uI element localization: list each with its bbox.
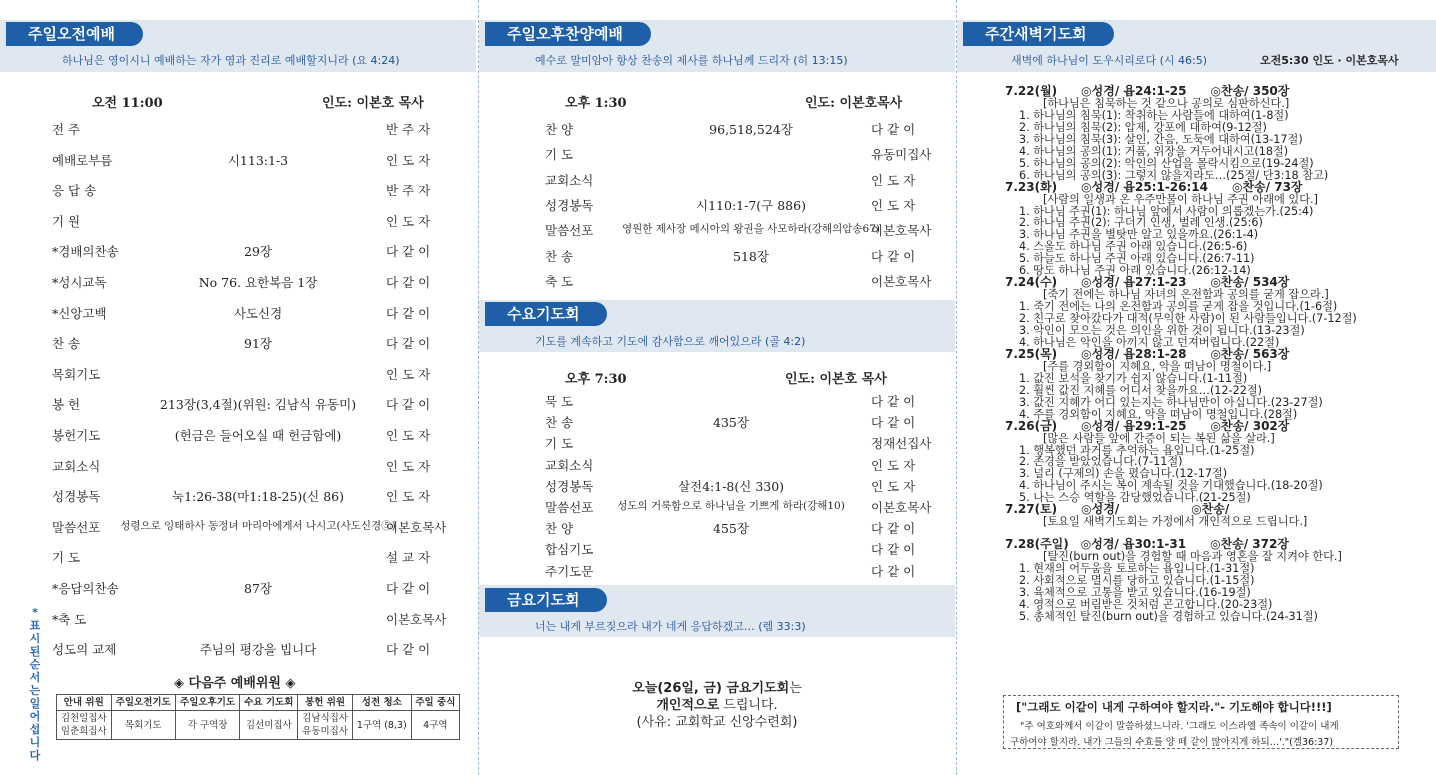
row-content: 87장 [244, 581, 272, 596]
day-item: 3. 널리 (구제의) 손을 폈습니다.(12-17절) [1019, 467, 1228, 481]
service-time: 오전 11:00 [92, 96, 163, 111]
day-item: 5. 나는 스승 역할을 감당했었습니다.(21-25절) [1019, 491, 1251, 505]
row-item: *축 도 [52, 611, 87, 627]
row-item: 기 도 [52, 550, 81, 566]
committee-header-row [57, 695, 460, 711]
day-item: 5. 하나님의 공의(2): 악인의 산업을 몰락시킴으로(19-24절) [1019, 156, 1314, 170]
committee-value-row [57, 711, 460, 740]
row-content: 518장 [733, 248, 769, 264]
row-officiant: 이본호목사 [871, 500, 932, 515]
day-item: 1. 행복했던 과거를 추억하는 욥입니다.(1-25절) [1019, 443, 1255, 457]
row-item: *성시교독 [52, 275, 107, 290]
committee-value: 목회기도 [111, 711, 175, 740]
service-leader: 인도: 이본호 목사 [785, 372, 887, 387]
notice-emphasis: 오늘(26일, 금) 금요기도회 [632, 681, 790, 696]
row-officiant: 다 같 이 [871, 248, 916, 264]
committee-header: 안내 위원 [57, 695, 112, 711]
row-content: 455장 [713, 521, 749, 537]
section-title: 주간새벽기도회 [963, 22, 1114, 46]
committee-value: 1구역 (8,3) [352, 711, 411, 740]
row-officiant: 다 같 이 [871, 394, 916, 409]
middle-column [479, 0, 955, 775]
section-title: 주일오후찬양예배 [485, 22, 651, 46]
row-item: 기 도 [545, 147, 574, 163]
day-item: 2. 훨씬 값진 지혜를 어디서 찾을까요…(12-22절) [1019, 383, 1262, 397]
row-item: 찬 양 [545, 521, 574, 537]
row-officiant: 다 같 이 [386, 336, 431, 352]
day-item: 2. 친구로 찾아갔다가 대적(무익한 사람)이 된 사람들입니다.(7-12절) [1019, 312, 1357, 326]
standing-note: *표시된 순서는 일어섭니다 [29, 606, 41, 762]
notice-text: 는 [789, 681, 802, 696]
row-officiant: 인 도 자 [386, 458, 431, 474]
prayer-quote-box [1003, 695, 1399, 749]
row-officiant: 다 같 이 [871, 415, 916, 431]
day-item: 4. 하나님은 악인을 아끼지 않고 던져버립니다.(22절) [1019, 335, 1280, 349]
row-item: 응 답 송 [52, 183, 97, 199]
sunday-am-column [0, 0, 476, 775]
day-theme: [하나님은 침묵하는 것 같으나 공의로 심판하신다.] [1043, 96, 1290, 110]
row-content: 눅1:26-38(마1:18-25)(신 86) [171, 489, 345, 505]
row-officiant: 다 같 이 [871, 122, 916, 137]
row-item: 교회소식 [545, 457, 594, 473]
committee-header: 봉헌 위원 [298, 695, 353, 711]
day-item: 5. 총체적인 탈진(burn out)을 경험하고 있습니다.(24-31절) [1019, 609, 1318, 623]
row-officiant: 이본호목사 [386, 611, 447, 627]
row-item: 기 도 [545, 436, 574, 452]
row-officiant: 다 같 이 [871, 542, 916, 558]
row-item: *신앙고백 [52, 305, 107, 321]
row-item: 찬 양 [545, 122, 574, 137]
row-officiant: 이본호목사 [386, 519, 447, 535]
day-item: 2. 사회적으로 멸시를 당하고 있습니다.(1-15절) [1019, 573, 1255, 587]
row-item: 찬 송 [545, 415, 574, 431]
day-theme: [토요일 새벽기도회는 가정에서 개인적으로 드립니다.] [1043, 515, 1308, 529]
row-officiant: 다 같 이 [871, 521, 916, 537]
dawn-column [957, 0, 1436, 775]
service-leader: 인도: 이본호 목사 [322, 96, 424, 111]
row-officiant: 다 같 이 [386, 275, 431, 290]
row-content: 사도신경 [233, 305, 283, 321]
dawn-schedule [1005, 86, 1433, 691]
row-item: 말씀선포 [52, 519, 101, 535]
row-item: *응답의찬송 [52, 581, 119, 596]
section-verse: 너는 내게 부르짖으라 내가 네게 응답하겠고… (렘 33:3) [535, 620, 806, 633]
row-content: 29장 [244, 244, 272, 260]
row-item: 성경봉독 [52, 489, 101, 505]
committee-header: 수요 기도회 [240, 695, 298, 711]
section-verse: 기도를 계속하고 기도에 감사함으로 깨어있으라 (골 4:2) [535, 335, 806, 348]
quote-body: "주 여호와께서 이같이 말씀하셨느니라. '그래도 이스라엘 족속이 이같이 내게 [1020, 721, 1339, 732]
day-item: 2. 하나님 주권(2): 구더기 인생, 벌레 인생.(25:6) [1019, 216, 1263, 230]
row-content: 성령으로 잉태하사 동정녀 마리아에게서 나시고(사도신경⑤) [120, 519, 396, 532]
day-item: 2. 존경을 받았었습니다.(7-11절) [1019, 455, 1183, 469]
row-item: 봉헌기도 [52, 428, 101, 443]
row-content: 96,518,524장 [709, 122, 793, 137]
day-item: 6. 땅도 하나님 주권 아래 있습니다.(26:12-14) [1019, 264, 1251, 278]
row-officiant: 정재선집사 [871, 436, 932, 452]
row-officiant: 다 같 이 [386, 581, 431, 596]
day-item: 3. 하나님 주권을 별탓만 알고 있을까요.(26:1-4) [1019, 228, 1259, 242]
day-item: 3. 값진 지혜가 어디 있는지는 하나님만이 아십니다.(23-27절) [1019, 395, 1323, 409]
day-theme: [죽기 전에는 하나님 자녀의 온전함과 공의를 굳게 잡으라.] [1043, 288, 1329, 302]
committee-header: 주일오전기도 [111, 695, 175, 711]
next-week-title: ◈ 다음주 예배위원 ◈ [174, 676, 296, 691]
row-officiant: 인 도 자 [386, 213, 431, 229]
row-officiant: 이본호목사 [871, 273, 932, 289]
day-item: 3. 하나님의 침묵(3): 살인, 간음, 도둑에 대하여(13-17절) [1019, 132, 1303, 146]
committee-header: 주일 중식 [411, 695, 459, 711]
section-verse: 새벽에 하나님이 도우시리로다 (시 46:5) [1011, 54, 1208, 67]
day-heading: 7.26(금) ◎성경/ 욥29:1-25 ◎찬송/ 302장 [1005, 418, 1290, 433]
day-heading: 7.22(월) ◎성경/ 욥24:1-25 ◎찬송/ 350장 [1005, 84, 1290, 98]
day-heading: 7.23(화) ◎성경/ 욥25:1-26:14 ◎찬송/ 73장 [1005, 179, 1303, 194]
day-heading: 7.27(토) ◎성경/ ◎찬송/ [1005, 502, 1230, 517]
row-content: 213장(3,4절)(위원: 김남식 유동미) [159, 397, 357, 413]
row-item: 찬 송 [52, 336, 81, 352]
row-content: 91장 [244, 336, 272, 352]
row-officiant: 인 도 자 [871, 478, 916, 494]
day-item: 4. 하나님이 주시는 복이 계속될 것을 기대했습니다.(18-20절) [1019, 479, 1323, 493]
row-item: 합심기도 [545, 542, 594, 558]
service-time: 오후 1:30 [565, 96, 627, 111]
row-item: 주기도문 [545, 563, 594, 579]
row-item: 말씀선포 [545, 500, 594, 515]
committee-value: 김선미집사 [240, 711, 298, 740]
quote-title: ["그래도 이같이 내게 구하여야 할지라."- 기도해야 합니다!!!] [1016, 700, 1332, 714]
section-title: 주일오전예배 [6, 22, 143, 46]
day-item: 4. 영적으로 버림받은 것처럼 곤고합니다.(20-23절) [1019, 597, 1273, 611]
notice-text: 드립니다. [719, 698, 778, 713]
row-officiant: 인 도 자 [386, 489, 431, 505]
row-officiant: 인 도 자 [386, 366, 431, 382]
row-officiant: 다 같 이 [871, 563, 916, 579]
day-item: 1. 현재의 어두움을 토로하는 욥입니다.(1-31절) [1019, 561, 1255, 575]
row-content: 성도의 거룩함으로 하나님을 기쁘게 하라(강해10) [617, 500, 845, 512]
day-item: 1. 하나님의 침묵(1): 착취하는 사람들에 대하여(1-8절) [1019, 108, 1289, 122]
row-officiant: 설 교 자 [386, 550, 431, 566]
row-officiant: 반 주 자 [386, 183, 431, 199]
day-item: 2. 하나님의 침묵(2): 압제, 강포에 대하여(9-12절) [1019, 120, 1267, 134]
day-theme: [사람의 일생과 온 우주만물이 하나님 주권 아래에 있다.] [1043, 192, 1318, 206]
committee-table [56, 694, 460, 740]
row-officiant: 인 도 자 [871, 457, 916, 473]
row-item: 교회소식 [52, 458, 101, 474]
row-content: (헌금은 들어오실 때 헌금함에) [174, 428, 342, 443]
row-item: 목회기도 [52, 366, 101, 382]
notice-reason: (사유: 교회학교 신앙수련회) [636, 715, 798, 730]
row-content: 시110:1-7(구 886) [696, 197, 806, 213]
row-item: 찬 송 [545, 248, 574, 264]
committee-header: 주일오후기도 [175, 695, 239, 711]
day-item: 6. 하나님의 공의(3): 그렇지 않을지라도…(25절/ 단3:18 참고) [1019, 168, 1329, 182]
day-theme: [탈진(burn out)을 경험할 때 마음과 영혼을 잘 지켜야 한다.] [1043, 549, 1342, 563]
section-verse: 예수로 말미암아 항상 찬송의 제사를 하나님께 드리자 (히 13:15) [535, 54, 848, 67]
committee-value: 각 구역장 [175, 711, 239, 740]
committee-value: 4구역 [411, 711, 459, 740]
section-verse: 하나님은 영이시니 예배하는 자가 영과 진리로 예배할지니라 (요 4:24) [62, 54, 400, 67]
row-item: 예배로부름 [52, 152, 113, 168]
row-item: 기 원 [52, 213, 81, 229]
row-officiant: 반 주 자 [386, 122, 431, 137]
row-officiant: 다 같 이 [386, 642, 431, 658]
committee-value: 김천일집사 임춘희집사 [57, 711, 112, 740]
row-item: 봉 헌 [52, 397, 81, 413]
row-officiant: 인 도 자 [871, 197, 916, 213]
row-content: 시113:1-3 [227, 152, 289, 168]
section-title: 수요기도회 [485, 302, 607, 326]
row-officiant: 인 도 자 [871, 172, 916, 188]
row-content: 영원한 제사장 메시아의 왕권을 사모하라(강해의암송67) [621, 223, 881, 236]
row-item: 묵 도 [545, 394, 574, 409]
service-time: 오후 7:30 [565, 372, 627, 387]
service-leader: 인도: 이본호목사 [805, 96, 903, 111]
day-item: 4. 주를 경외함이 지혜요, 악을 떠남이 명철입니다.(28절) [1019, 407, 1298, 421]
dawn-time-leader: 오전5:30 인도 · 이본호목사 [1260, 54, 1399, 67]
row-officiant: 유동미집사 [871, 147, 932, 163]
day-item: 4. 하나님의 공의(1): 거품, 위장을 거두어내시고(18절) [1019, 144, 1289, 158]
row-officiant: 다 같 이 [386, 244, 431, 260]
day-item: 4. 스올도 하나님 주권 아래 있습니다.(26:5-6) [1019, 240, 1248, 254]
row-officiant: 인 도 자 [386, 428, 431, 443]
row-item: 말씀선포 [545, 223, 594, 239]
committee-value: 김남식집사 유동미집사 [298, 711, 353, 740]
quote-body: 구하여야 할지라. 내가 그들의 수효를 양 떼 같이 많아지게 하되…'."(겔36:37) [1010, 737, 1334, 748]
row-item: 성경봉독 [545, 478, 594, 494]
row-content: No 76. 요한복음 1장 [198, 275, 318, 290]
day-item: 1. 값진 보석을 찾기가 쉽지 않습니다.(1-11절) [1019, 371, 1248, 385]
day-theme: [주를 경외함이 지혜요, 악을 떠남이 명철이다.] [1043, 359, 1272, 373]
friday-notice [479, 680, 955, 731]
row-item: 성경봉독 [545, 197, 594, 213]
row-item: 성도의 교제 [52, 642, 117, 658]
row-officiant: 다 같 이 [386, 397, 431, 413]
section-title: 금요기도회 [485, 588, 607, 612]
row-officiant: 이본호목사 [871, 223, 932, 239]
day-item: 3. 육체적으로 고통을 받고 있습니다.(16-19절) [1019, 585, 1251, 599]
row-officiant: 인 도 자 [386, 152, 431, 168]
day-heading: 7.25(목) ◎성경/ 욥28:1-28 ◎찬송/ 563장 [1005, 346, 1290, 361]
committee-header: 성전 청소 [352, 695, 411, 711]
row-officiant: 다 같 이 [386, 305, 431, 321]
row-content: 주님의 평강을 빕니다 [199, 642, 317, 658]
day-item: 5. 하늘도 하나님 주권 아래 있습니다.(26:7-11) [1019, 252, 1255, 266]
notice-emphasis: 개인적으로 [656, 698, 720, 713]
day-heading: 7.24(수) ◎성경/ 욥27:1-23 ◎찬송/ 534장 [1005, 275, 1290, 290]
day-theme: [많은 사람들 앞에 간증이 되는 복된 삶을 살라.] [1043, 431, 1275, 445]
day-item: 1. 하나님 주권(1): 하나님 앞에서 사람이 의롭겠는가.(25:4) [1019, 204, 1314, 218]
day-heading: 7.28(주일) ◎성경/ 욥30:1-31 ◎찬송/ 372장 [1005, 536, 1289, 551]
row-item: 축 도 [545, 273, 574, 289]
row-content: 살전4:1-8(신 330) [677, 478, 785, 494]
row-content: 435장 [713, 415, 749, 431]
row-item: 교회소식 [545, 172, 594, 188]
day-item: 3. 악인이 모으는 것은 의인을 위한 것이 됩니다.(13-23절) [1019, 324, 1305, 337]
row-item: *경배의찬송 [52, 244, 119, 260]
day-item: 1. 죽기 전에는 나의 온전함과 공의를 굳게 잡을 것입니다.(1-6절) [1019, 300, 1338, 314]
row-item: 전 주 [52, 122, 81, 137]
